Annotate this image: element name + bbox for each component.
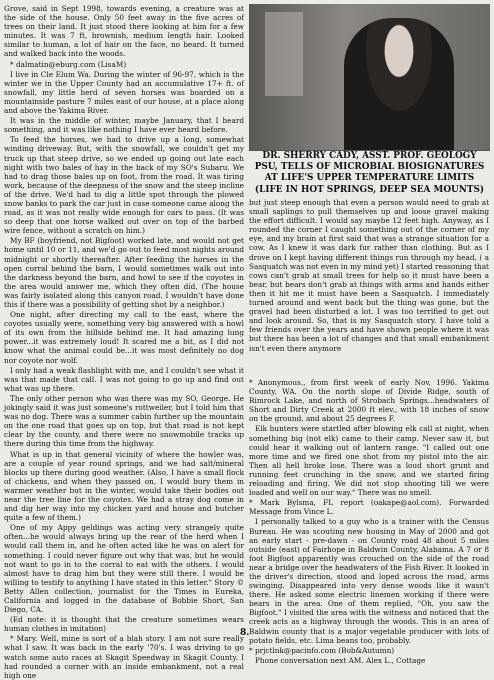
right-column-bottom [249,378,489,665]
paragraph: Elk hunters were startled after blowing elk call at night, when something big (not elk) came to their camp. Never saw it, but could hear it walking out of lantern range. "I called out one more time and we fired one shot from my pistol into the air. Then all hell broke lose. There was a loud short grunt and running feet crunching in the snow, and we started firing reloading and firing. We did not stop shooting till we were loaded and well on our way." There was no smell. [249,424,489,498]
right-column-top [249,198,489,376]
photo-person [344,18,454,150]
paragraph: * prjctlnk@pacinfo.com (Bob&Autumn) [249,645,395,655]
paragraph: * dalmatin@eburg.com (LisaM) [10,59,127,69]
photo-background-light [265,12,303,96]
caption-line: DR. SHERRY CADY, ASST. PROF. GEOLOGY [262,151,477,161]
paragraph: My BF (boyfriend, not Bigfoot) worked late, and would not get home until 10 or 11, and we'd go out to feed most nights around midnight or shortly thereafter. After feeding the horses in the open corral behind the barn, I would sometimes walk out into the darkness beyond the barn, and howl to see if the coyotes in the area would answer me, which they often did. (The house was fairly isolated along this canyon road. I wouldn't have done this if there was a possibility of getting shot by a neighbor.) [4,236,244,309]
paragraph: I personally talked to a guy who is a trainer with the Census Bureau. He was scouting new housing in May of 2000 and got an early start - pre-dawn - on County road 48 about 5 miles outside (east) of Fairhope in Baldwin County, Alabama. A 7 or 8 foot Bigfoot apparently was crouched on the side of the road near a bridge over the headwaters of the Fish River. It looked in the driver's direction, stood and loped across the road, arms swinging. Disappeared into very dense woods like it wasn't there. He asked some electric linemen working if there were bears in the area. One of them replied, "Oh, you saw the Bigfoot." I visited the area with the witness and noticed that the creek acts as a highway through the woods. This is an area of Baldwin county that is a major vegetable producer with lots of potato fields, etc. Lima beans too, probably. [249,517,489,645]
paragraph: but just steep enough that even a person would need to grab at small saplings to pull themselves up and loose gravel making the effort difficult. I would say maybe 12 feet high. Anyway, as I rounded the corner I caught something out of the corner of my eye, and my brain at first said that was a strange situation for a cow. As I knew it was dark fur rather than clothing. But as I drove on I kept having different things run through my head, ( a Sasquatch was not even in my mind yet) I started reasoning that cows can't grab at small trees for help so it must have been a bear, but bears don't grab at things with arms and hands either then it hit me it must have been a Sasquatch. I immediately turned around and went back but the thing was gone, but the gravel had been disturbed a lot. I was too terrified to get out and look around. So, that is my Sasquatch story. I have told a few friends over the years and have shown people where it was but there has been a lot of changes and that small embankment isn't even there anymore [249,198,489,353]
paragraph: * Mary. Well, mine is sort of a blah story. I am not sure really what I saw. It was back in the early '70's. I was driving to go watch some auto races at Skagit Speedway in Skagit County. I had rounded a corner with an inside embankment, not a real high one [4,634,244,680]
photo-caption [249,150,490,197]
paragraph: To feed the horses, we had to drive up a long, somewhat winding driveway. But, with the snowfall, we couldn't get my truck up that steep drive, so we ended up going out late each night with two bales of hay in the back of my SO's Subaru. We had to drag those bales up on foot, from the road. It was tiring work, because of the deepness of the snow and the steep incline of the drive. We'd had to dig a little spot through the plowed snow banks to park the car just in case someone came along the road, as it was not really wide enough for cars to pass. (It was so deep that one horse walked out over on top of the barbed wire fence, without a scratch on him.) [4,135,244,236]
caption-line: (LIFE IN HOT SPRINGS, DEEP SEA MOUNTS) [254,184,485,195]
paragraph: It was in the middle of winter, maybe January, that I heard something, and it was like nothing I have ever heard before. [4,116,244,135]
paragraph: * Anonymous., from first week of early Nov, 1996. Yakima County, WA. On the north slope of Divide Ridge, south of Rimrock Lake, and north of Strobach Springs...headwaters of Short and Dirty Creek at 2000 ft elev., with 18 inches of snow on the ground, and about 25 degrees F. [249,378,489,424]
paragraph: (Ed note: it is thought that the creature sometimes wears human clothes in imitation) [4,615,244,634]
speaker-photo [249,4,490,150]
paragraph: I only had a weak flashlight with me, and I couldn't see what it was that made that call. I was not going to go up and find out what was up there. [4,365,244,393]
paragraph: Phone conversation next AM. Alex L., Cottage [255,655,426,665]
page-number: 8. [240,628,250,638]
caption-line: PSU, TELLS OF MICROBIAL BIOSIGNATURES [254,162,485,173]
caption-line: AT LIFE'S UPPER TEMPERATURE LIMITS [264,173,475,184]
paragraph: What is up in that general vicinity of where the howler was, are a couple of year round springs, and we had salt/mineral blocks up there during good weather. (Also, I have a small flock of chickens, and when they passed on, I would bury them in warmer weather but in the winter, would take their bodies out near the tree line for the coyotes. We had a stray dog come in and dig her way into my chicken yard and house and butcher quite a few of them.) [4,449,244,523]
paragraph: The only other person who was there was my SO, George. He jokingly said it was just someone's rottweiler, but I told him that was no dog. There was a summer cabin further up the mountain on the one road that goes up on top, but that road is not kept clear by the county, and there were no snowmobile tracks up there during this time from the highway. [4,393,244,449]
paragraph: One night, after directing my call to the east, where the coyotes usually were, something very big answered with a howl of its own from the hillside behind me. It had amazing lung power...it was extremely loud! It scared me a bit, as I did not know what the animal could be...it was most definitely no dog nor coyote nor wolf. [4,310,244,365]
paragraph: * Mark Bylsma, FL report (oakape@aol.com). Forwarded Message from Vince L. [249,498,489,517]
left-column [4,4,244,680]
paragraph: Grove, said in Sept 1998, towards evening, a creature was at the side of the house. Only 50 feet away in the five acres of trees on their land. It just stood there looking at him for a few minutes. It was 7 ft, brownish, medium length hair. Looked similar to human, a lot of hair on the face, no beard. It turned and walked back into the woods. [4,4,244,59]
paragraph: I live in Cle Elum Wa. During the winter of 96-97, which is the winter we in the Upper County had an accumulative 17+ ft. of snowfall, my little herd of seven horses was boarded on a mountainside pasture 7 miles east of our house, at a place along and above the Yakima River. [4,69,244,116]
paragraph: One of my Appy geldings was acting very strangely quite often...he would always bring up the rear of the herd when I would call them in, and he often acted like he was on alert for something. I could never figure out why that was, but he would not want to go in to the corral to eat with the others. I would almost have to drag him but they were still there. I would be willing to testify to anything I have stated in this letter." Story © Betty Allen collection, journalist for the Times in Eureka, California and logged in the database of Bobbie Short, San Diego, CA. [4,523,244,615]
